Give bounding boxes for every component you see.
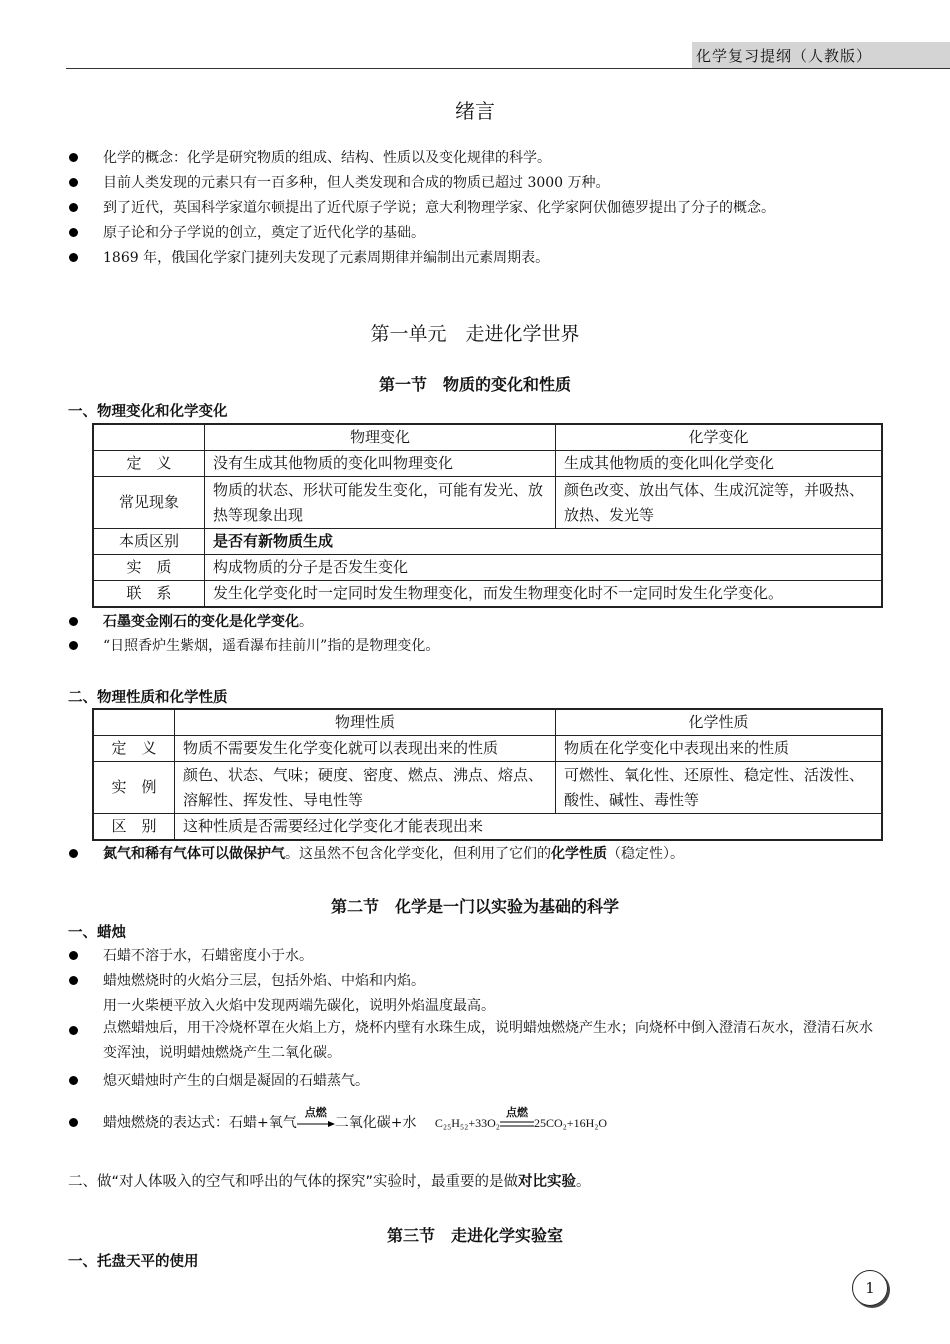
row-label: 定 义 xyxy=(93,736,175,762)
table-header: 物理性质 xyxy=(175,709,556,736)
table-header: 化学性质 xyxy=(556,709,883,736)
table-cell: 没有生成其他物质的变化叫物理变化 xyxy=(205,451,556,477)
intro-item: 原子论和分子学说的创立，奠定了近代化学的基础。 xyxy=(103,225,425,241)
unit-title: 第一单元 走进化学世界 xyxy=(370,323,580,345)
bullet-icon xyxy=(69,976,78,985)
candle-indent-line: 用一火柴梗平放入火焰中发现两端先碳化，说明外焰温度最高。 xyxy=(103,998,495,1014)
bullet-icon xyxy=(69,641,78,650)
intro-item: 1869 年，俄国化学家门捷列夫发现了元素周期律并编制出元素周期表。 xyxy=(103,250,550,266)
note-item: “日照香炉生紫烟，遥看瀑布挂前川”指的是物理变化。 xyxy=(103,638,440,654)
property-table xyxy=(92,708,883,841)
bullet-icon xyxy=(69,1076,78,1085)
note-item: 石墨变金刚石的变化是化学变化。 xyxy=(103,614,313,630)
intro-item: 到了近代，英国科学家道尔顿提出了近代原子学说；意大利物理学家、化学家阿伏伽德罗提出了分子的概念。 xyxy=(103,200,775,216)
part-heading: 二、做“对人体吸入的空气和呼出的气体的探究”实验时，最重要的是做对比实验。 xyxy=(68,1174,591,1190)
table-cell: 物质在化学变化中表现出来的性质 xyxy=(556,736,883,762)
bullet-icon xyxy=(69,1118,78,1127)
section-title: 第一节 物质的变化和性质 xyxy=(378,375,571,394)
candle-item: 蜡烛燃烧时的火焰分三层，包括外焰、中焰和内焰。 xyxy=(103,973,425,989)
candle-item: 熄灭蜡烛时产生的白烟是凝固的石蜡蒸气。 xyxy=(103,1073,369,1089)
equals-sign: 点燃 xyxy=(505,1106,528,1119)
bullet-icon xyxy=(69,617,78,626)
table-header: 物理变化 xyxy=(205,424,556,451)
part-heading: 一、物理变化和化学变化 xyxy=(68,404,228,420)
intro-title: 绪言 xyxy=(455,99,495,123)
section-title: 第二节 化学是一门以实验为基础的科学 xyxy=(330,897,619,916)
table-corner xyxy=(93,424,205,451)
bullet-icon xyxy=(69,951,78,960)
bullet-icon xyxy=(69,178,78,187)
intro-item: 化学的概念：化学是研究物质的组成、结构、性质以及变化规律的科学。 xyxy=(103,150,551,166)
intro-item: 目前人类发现的元素只有一百多种，但人类发现和合成的物质已超过 3000 万种。 xyxy=(103,175,610,191)
table-cell: 是否有新物质生成 xyxy=(205,529,883,555)
change-table xyxy=(92,423,883,608)
table-cell: 生成其他物质的变化叫化学变化 xyxy=(556,451,883,477)
table-cell: 物质的状态、形状可能发生变化，可能有发光、放热等现象出现 xyxy=(205,477,556,529)
bullet-icon xyxy=(69,1026,78,1035)
bullet-icon xyxy=(69,228,78,237)
row-label: 定 义 xyxy=(93,451,205,477)
bullet-icon xyxy=(69,153,78,162)
bullet-icon xyxy=(69,203,78,212)
part-heading: 一、蜡烛 xyxy=(68,925,126,941)
part-heading: 二、物理性质和化学性质 xyxy=(68,690,228,706)
table-cell: 物质不需要发生化学变化就可以表现出来的性质 xyxy=(175,736,556,762)
row-label: 实 质 xyxy=(93,555,205,581)
table-cell: 颜色、状态、气味；硬度、密度、燃点、沸点、熔点、溶解性、挥发性、导电性等 xyxy=(175,762,556,814)
table-cell: 颜色改变、放出气体、生成沉淀等，并吸热、放热、发光等 xyxy=(556,477,883,529)
row-label: 本质区别 xyxy=(93,529,205,555)
table-cell: 可燃性、氧化性、还原性、稳定性、活泼性、酸性、碱性、毒性等 xyxy=(556,762,883,814)
row-label: 区 别 xyxy=(93,814,175,841)
row-label: 联 系 xyxy=(93,581,205,608)
reaction-arrow: 点燃 xyxy=(297,1113,335,1133)
section-title: 第三节 走进化学实验室 xyxy=(386,1226,563,1245)
part-heading: 一、托盘天平的使用 xyxy=(68,1254,199,1270)
bullet-icon xyxy=(69,253,78,262)
table-corner xyxy=(93,709,175,736)
reaction-expression: 蜡烛燃烧的表达式：石蜡+氧气 点燃 二氧化碳+水 C₂₅H₅₂+33O₂ 点燃 25CO₂+16H₂O xyxy=(103,1106,608,1131)
bullet-icon xyxy=(69,849,78,858)
table-cell: 发生化学变化时一定同时发生物理变化，而发生物理变化时不一定同时发生化学变化。 xyxy=(205,581,883,608)
row-label: 实 例 xyxy=(93,762,175,814)
row-label: 常见现象 xyxy=(93,477,205,529)
candle-item: 点燃蜡烛后，用干冷烧杯罩在火焰上方，烧杯内壁有水珠生成，说明蜡烛燃烧产生水；向烧杯中倒入澄清石灰水，澄清石灰水变浑浊，说明蜡烛燃烧产生二氧化碳。 xyxy=(103,1020,873,1061)
header-title: 化学复习提纲（人教版） xyxy=(692,42,950,69)
page-number: 1 xyxy=(852,1270,888,1306)
candle-item: 石蜡不溶于水，石蜡密度小于水。 xyxy=(103,948,313,964)
note-item: 氮气和稀有气体可以做保护气。这虽然不包含化学变化，但利用了它们的化学性质（稳定性）。 xyxy=(103,846,684,862)
table-header: 化学变化 xyxy=(556,424,883,451)
table-cell: 构成物质的分子是否发生变化 xyxy=(205,555,883,581)
table-cell: 这种性质是否需要经过化学变化才能表现出来 xyxy=(175,814,883,841)
header-rule xyxy=(66,68,950,69)
